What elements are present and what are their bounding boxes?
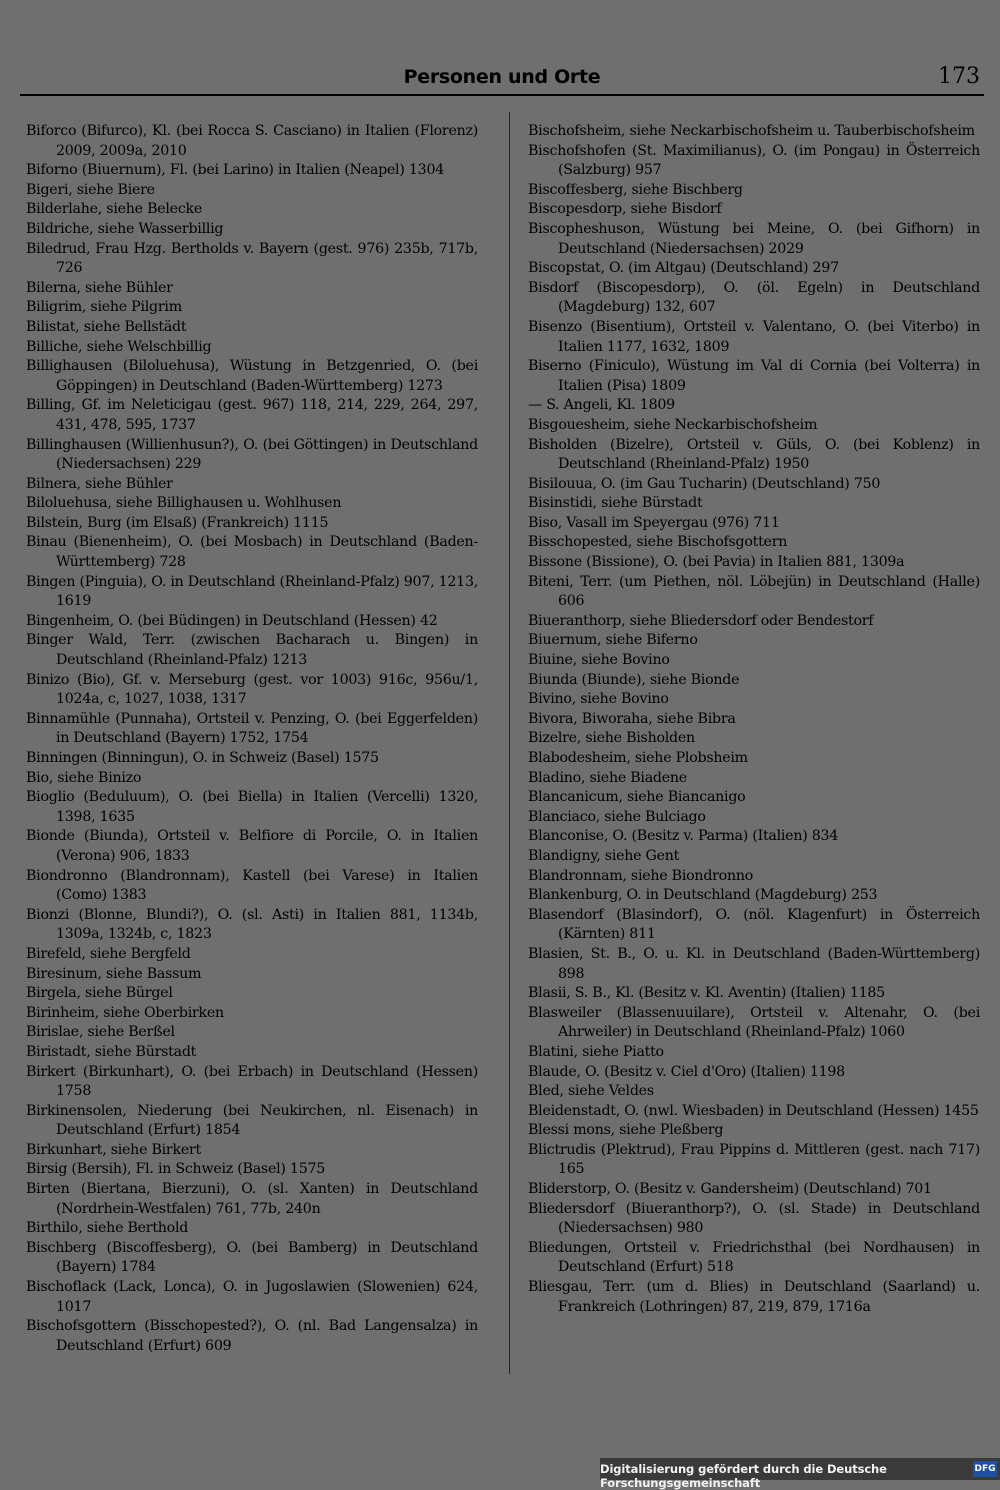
index-entry: Bissone (Bissione), O. (bei Pavia) in Italien 881, 1309a [528,554,905,571]
index-entry: Bliedungen, Ortsteil v. Friedrichsthal (bei Nordhausen) in Deutschland (Erfurt) 518 [528,1239,980,1276]
index-entry: Biondronno (Blandronnam), Kastell (bei Varese) in Italien (Como) 1383 [26,867,478,904]
index-entry: Blasweiler (Blassenuuilare), Ortsteil v. Altenahr, O. (bei Ahrweiler) in Deutschland (Rheinland-Pfalz) 1060 [528,1004,980,1041]
index-entry: Bladino, siehe Biadene [528,769,687,786]
index-entry: Biristadt, siehe Bürstadt [26,1043,197,1060]
left-column [26,122,478,1356]
index-entry: Bisdorf (Biscopesdorp), O. (öl. Egeln) in Deutschland (Magdeburg) 132, 607 [528,279,980,316]
index-entry: Blasii, S. B., Kl. (Besitz v. Kl. Aventin) (Italien) 1185 [528,985,885,1002]
index-entry: Biforco (Bifurco), Kl. (bei Rocca S. Casciano) in Italien (Florenz) 2009, 2009a, 2010 [26,123,478,159]
index-entry: Bischoflack (Lack, Lonca), O. in Jugoslawien (Slowenien) 624, 1017 [26,1279,478,1315]
index-entry: Bisinstidi, siehe Bürstadt [528,495,703,512]
index-entry: Bliedersdorf (Biueranthorp?), O. (sl. Stade) in Deutschland (Niedersachsen) 980 [528,1200,980,1237]
index-entry: Bingenheim, O. (bei Büdingen) in Deutschland (Hessen) 42 [26,612,438,629]
index-entry: Bizelre, siehe Bisholden [528,730,695,747]
index-entry: Bliderstorp, O. (Besitz v. Gandersheim) (Deutschland) 701 [528,1181,932,1198]
column-divider [509,112,510,1374]
index-entry: Blaude, O. (Besitz v. Ciel d'Oro) (Italien) 1198 [528,1063,845,1080]
index-entry: Biscoffesberg, siehe Bischberg [528,181,743,198]
footer-text: Digitalisierung gefördert durch die Deutsche Forschungsgemeinschaft [600,1462,887,1490]
index-entry: Biuine, siehe Bovino [528,652,670,669]
index-entry: Bisschopested, siehe Bischofsgottern [528,534,788,551]
index-entry: Birten (Biertana, Bierzuni), O. (sl. Xanten) in Deutschland (Nordrhein-Westfalen) 761, 77b, 240n [26,1181,478,1217]
page-header [20,62,984,96]
index-entry: Bisgouesheim, siehe Neckarbischofsheim [528,416,818,433]
index-entry: Birefeld, siehe Bergfeld [26,945,191,962]
index-entry: Birsig (Bersih), Fl. in Schweiz (Basel) 1575 [26,1161,326,1178]
index-entry: Bionde (Biunda), Ortsteil v. Belfiore di Porcile, O. in Italien (Verona) 906, 1833 [26,828,478,864]
dfg-logo: DFG [973,1461,997,1477]
index-entry: Birgela, siehe Bürgel [26,985,173,1002]
index-entry: Blandigny, siehe Gent [528,847,680,864]
index-entry: Bischofsgottern (Bisschopested?), O. (nl. Bad Langensalza) in Deutschland (Erfurt) 609 [26,1318,478,1354]
index-entry: Blanconise, O. (Besitz v. Parma) (Italien) 834 [528,828,839,845]
index-entry: Billinghausen (Willienhusun?), O. (bei Göttingen) in Deutschland (Niedersachsen) 229 [26,436,478,473]
index-entry: Birkinensolen, Niederung (bei Neukirchen, nl. Eisenach) in Deutschland (Erfurt) 1854 [26,1102,478,1139]
index-entry: Bleidenstadt, O. (nwl. Wiesbaden) in Deutschland (Hessen) 1455 [528,1102,979,1119]
index-entry: Blasien, St. B., O. u. Kl. in Deutschland (Baden-Württemberg) 898 [528,945,980,982]
index-entry: Bionzi (Blonne, Blundi?), O. (sl. Asti) in Italien 881, 1134b, 1309a, 1324b, c, 1823 [26,906,478,943]
index-entry: Biledrud, Frau Hzg. Bertholds v. Bayern (gest. 976) 235b, 717b, 726 [26,240,478,277]
index-entry: Birislae, siehe Berßel [26,1024,175,1041]
index-entry: Bischofshofen (St. Maximilianus), O. (im Pongau) in Österreich (Salzburg) 957 [528,142,980,179]
footer-banner [600,1458,1000,1490]
index-entry: Biserno (Finiculo), Wüstung im Val di Cornia (bei Volterra) in Italien (Pisa) 1809 [528,358,980,394]
index-entry: Biso, Vasall im Speyergau (976) 711 [528,514,780,531]
index-entry: Bisilouua, O. (im Gau Tucharin) (Deutschland) 750 [528,475,881,492]
index-entry: Bilstein, Burg (im Elsaß) (Frankreich) 1115 [26,514,329,531]
index-entry: Billiche, siehe Welschbillig [26,338,212,355]
index-entry: Bivora, Biworaha, siehe Bibra [528,710,736,727]
index-entry: Blandronnam, siehe Biondronno [528,867,754,884]
index-entry: Binizo (Bio), Gf. v. Merseburg (gest. vor 1003) 916c, 956u/1, 1024a, c, 1027, 1038, 1317 [26,671,478,708]
index-entry: Biscopheshuson, Wüstung bei Meine, O. (bei Gifhorn) in Deutschland (Niedersachsen) 2029 [528,220,980,257]
index-entry: Blankenburg, O. in Deutschland (Magdeburg) 253 [528,887,878,904]
index-entry: Bigeri, siehe Biere [26,181,155,198]
index-entry: Blatini, siehe Piatto [528,1043,664,1060]
index-entry: Biscopesdorp, siehe Bisdorf [528,201,722,218]
index-entry: Bilistat, siehe Bellstädt [26,318,187,335]
page-number: 173 [938,64,980,89]
index-entry: Biloluehusa, siehe Billighausen u. Wohlhusen [26,495,342,512]
index-entry: Binger Wald, Terr. (zwischen Bacharach u. Bingen) in Deutschland (Rheinland-Pfalz) 1213 [26,632,478,669]
index-entry: Bischberg (Biscoffesberg), O. (bei Bamberg) in Deutschland (Bayern) 1784 [26,1239,478,1276]
index-entry: Bischofsheim, siehe Neckarbischofsheim u. Tauberbischofsheim [528,123,975,139]
index-entry: Binnamühle (Punnaha), Ortsteil v. Penzing, O. (bei Eggerfelden) in Deutschland (Bayern) 1752, 1754 [26,710,478,747]
index-entry: Birkunhart, siehe Birkert [26,1141,201,1158]
index-entry: Binningen (Binningun), O. in Schweiz (Basel) 1575 [26,750,379,766]
index-entry: Biteni, Terr. (um Piethen, nöl. Löbejün) in Deutschland (Halle) 606 [528,573,980,610]
index-entry: Biligrim, siehe Pilgrim [26,299,182,316]
index-entry: Billighausen (Biloluehusa), Wüstung in Betzgenried, O. (bei Göppingen) in Deutschland (Baden-Württemberg) 1273 [26,358,478,394]
index-entry: Biunda (Biunde), siehe Bionde [528,671,740,688]
index-entry: Blessi mons, siehe Pleßberg [528,1122,724,1139]
index-entry: Biscopstat, O. (im Altgau) (Deutschland) 297 [528,260,839,277]
index-entry: Birinheim, siehe Oberbirken [26,1004,224,1021]
index-entry: Bivino, siehe Bovino [528,691,669,708]
index-entry: Blictrudis (Plektrud), Frau Pippins d. Mittleren (gest. nach 717) 165 [528,1141,980,1178]
index-entry: Bio, siehe Binizo [26,769,142,786]
header-rule [20,94,984,96]
index-entry: Bisholden (Bizelre), Ortsteil v. Güls, O. (bei Koblenz) in Deutschland (Rheinland-Pfalz) 1950 [528,436,980,473]
index-entry: Billing, Gf. im Neleticigau (gest. 967) 118, 214, 229, 264, 297, 431, 478, 595, 1737 [26,397,478,433]
index-entry: Bisenzo (Bisentium), Ortsteil v. Valentano, O. (bei Viterbo) in Italien 1177, 1632, 1809 [528,318,980,355]
index-entry: Biuernum, siehe Biferno [528,632,698,649]
index-entry: Biforno (Biuernum), Fl. (bei Larino) in Italien (Neapel) 1304 [26,162,444,179]
index-entry: Blanciaco, siehe Bulciago [528,808,706,825]
index-entry: Bilerna, siehe Bühler [26,279,173,296]
index-entry: Birkert (Birkunhart), O. (bei Erbach) in Deutschland (Hessen) 1758 [26,1063,478,1100]
index-entry: Blabodesheim, siehe Plobsheim [528,750,748,766]
index-entry: Bled, siehe Veldes [528,1083,654,1100]
index-entry: Binau (Bienenheim), O. (bei Mosbach) in Deutschland (Baden-Württemberg) 728 [26,534,478,571]
index-entry: Bildriche, siehe Wasserbillig [26,220,224,237]
index-entry: Bioglio (Beduluum), O. (bei Biella) in Italien (Vercelli) 1320, 1398, 1635 [26,789,478,825]
index-entry: Birthilo, siehe Berthold [26,1220,189,1237]
index-entry: Biueranthorp, siehe Bliedersdorf oder Bendestorf [528,612,874,629]
index-entry: Biresinum, siehe Bassum [26,965,202,982]
index-entry: Bilderlahe, siehe Belecke [26,201,203,218]
right-column [528,122,980,1317]
index-entry: — S. Angeli, Kl. 1809 [528,397,675,414]
index-entry: Blancanicum, siehe Biancanigo [528,789,746,806]
index-entry: Bilnera, siehe Bühler [26,475,173,492]
page-title: Personen und Orte [403,66,601,88]
index-entry: Bliesgau, Terr. (um d. Blies) in Deutschland (Saarland) u. Frankreich (Lothringen) 87, 219, 879, 1716a [528,1279,980,1315]
index-entry: Bingen (Pinguia), O. in Deutschland (Rheinland-Pfalz) 907, 1213, 1619 [26,573,478,610]
index-entry: Blasendorf (Blasindorf), O. (nöl. Klagenfurt) in Österreich (Kärnten) 811 [528,906,980,943]
